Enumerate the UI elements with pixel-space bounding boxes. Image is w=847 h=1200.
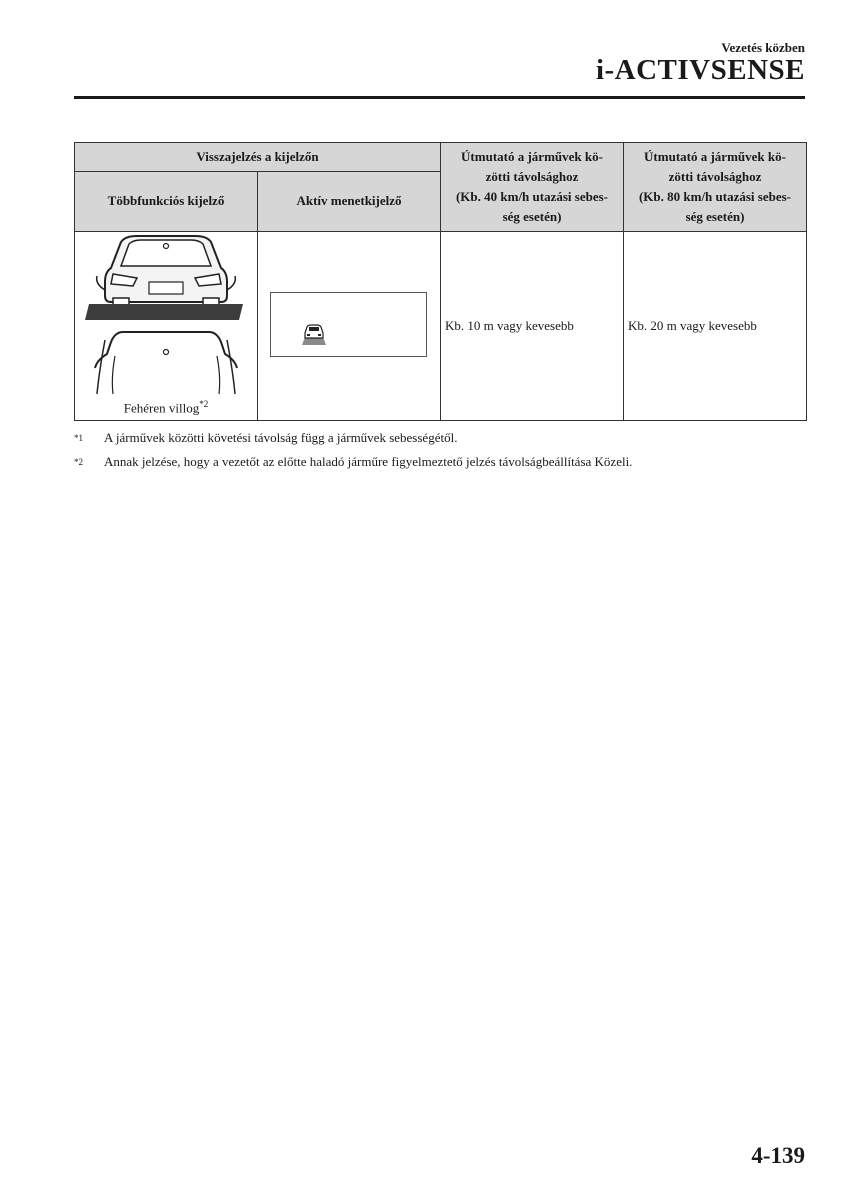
active-driving-display-frame: [270, 292, 427, 357]
table-row: [75, 232, 807, 421]
multi-display-caption: [75, 399, 257, 416]
active-display-cell: [258, 232, 441, 421]
table-header-feedback: Visszajelzés a kijelzőn: [75, 143, 441, 172]
footnote-mark: *2: [74, 457, 83, 468]
footnote-mark: *1: [74, 433, 83, 443]
guide-40-value: Kb. 10 m vagy kevesebb: [441, 232, 624, 421]
footnotes: [74, 428, 632, 477]
header-rule: [74, 96, 805, 99]
page-number: 4-139: [751, 1143, 805, 1168]
table-header-guide-40: Útmutató a járművek kö- zötti távolsághoz (Kb. 40 km/h utazási sebes- ség esetén): [441, 143, 624, 232]
vehicle-ahead-icon: [299, 323, 329, 347]
caption-text: Fehéren villog: [123, 400, 200, 415]
guide-80-value: Kb. 20 m vagy kevesebb: [624, 232, 807, 421]
multi-display-cell: [75, 232, 258, 421]
section-title: Vezetés közben: [721, 40, 805, 55]
table-header-active-display: Aktív menetkijelző: [258, 171, 441, 231]
footnote-2: [74, 452, 632, 476]
footnote-text: A járművek közötti követési távolság függ a járművek sebességétől.: [104, 430, 458, 445]
table-header-guide-80: Útmutató a járművek kö- zötti távolsághoz (Kb. 80 km/h utazási sebes- ség esetén): [624, 143, 807, 232]
page-title: i-ACTIVSENSE: [595, 54, 805, 86]
car-distance-warning-illustration: [75, 232, 257, 397]
indicator-table: [74, 142, 807, 421]
footnote-text: Annak jelzése, hogy a vezetőt az előtte haladó járműre figyelmeztető jelzés távolságbeállítása Közeli.: [104, 454, 633, 470]
caption-footnote-ref: *2: [199, 398, 209, 409]
footnote-1: [74, 428, 632, 452]
table-header-multi-display: Többfunkciós kijelző: [75, 171, 258, 231]
